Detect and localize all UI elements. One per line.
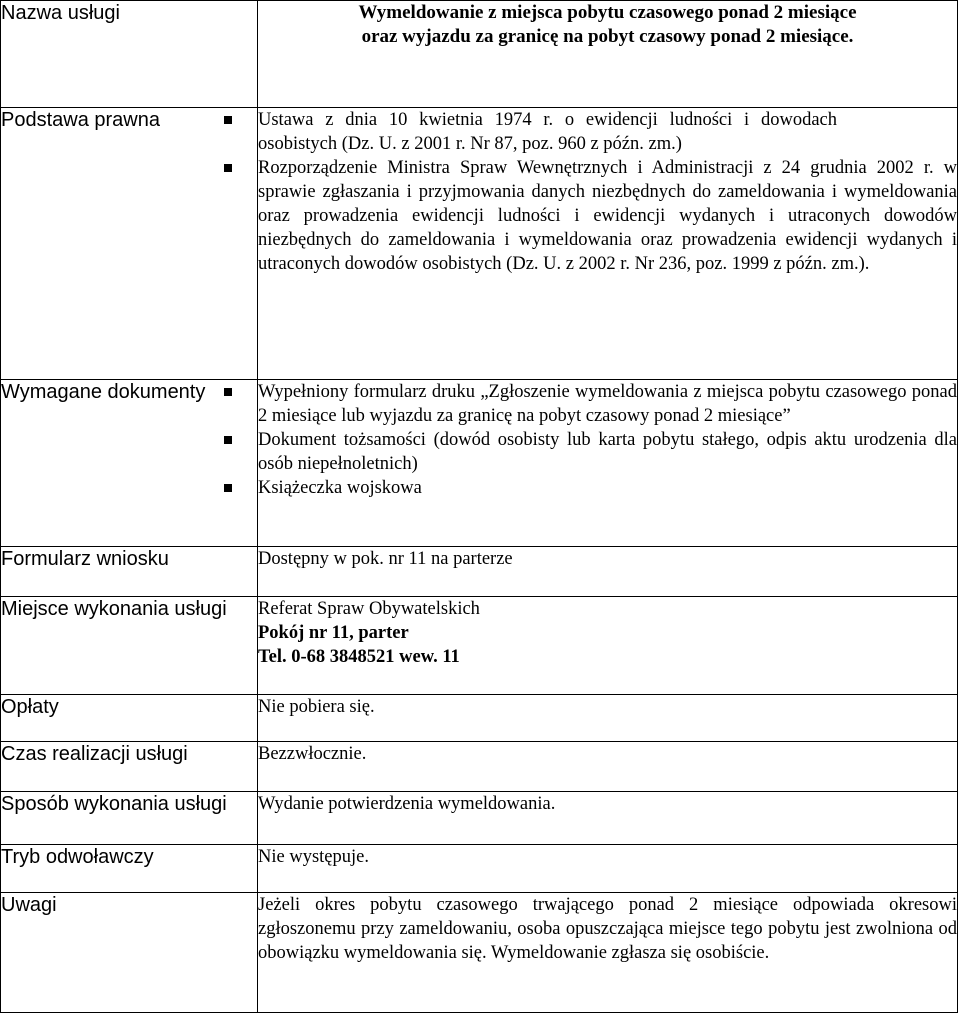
list-item: Ustawa z dnia 10 kwietnia 1974 r. o ewidencji ludności i dowodach osobistych (Dz. U. z 2001 r. Nr 87, poz. 960 z późn. zm.) (258, 108, 957, 156)
required-documents-cell (258, 380, 958, 547)
remarks-value: Jeżeli okres pobytu czasowego trwającego ponad 2 miesiące odpowiada okresowi zgłoszonemu przy zameldowaniu, osoba opuszczająca miejsce tego pobytu jest zwolniona od obowiązku wymeldowania się. Wymeldowanie zgłasza się osobiście. (258, 893, 958, 1013)
application-form-value: Dostępny w pok. nr 11 na parterze (258, 547, 958, 597)
list-item: Rozporządzenie Ministra Spraw Wewnętrznych i Administracji z 24 grudnia 2002 r. w sprawie zgłaszania i przyjmowania danych niezbędnych do zameldowania i wymeldowania oraz prowadzenia ewidencji ludności i ewidencji wydanych i utraconych dowodów niezbędnych do zameldowania i wymeldowania oraz prowadzenia ewidencji wydanych i utraconych dowodów osobistych (Dz. U. z 2002 r. Nr 236, poz. 1999 z późn. zm.). (258, 158, 957, 274)
label-service-place: Miejsce wykonania usługi (1, 597, 258, 695)
row-application-form (1, 547, 958, 597)
label-appeal: Tryb odwoławczy (1, 845, 258, 893)
office-name: Referat Spraw Obywatelskich (258, 599, 480, 619)
label-service-name: Nazwa usługi (1, 1, 258, 108)
room-info: Pokój nr 11, parter (258, 623, 409, 643)
label-required-documents: Wymagane dokumenty (1, 380, 258, 547)
label-remarks: Uwagi (1, 893, 258, 1013)
label-processing-time: Czas realizacji usługi (1, 742, 258, 792)
label-service-method: Sposób wykonania usługi (1, 792, 258, 845)
label-fees: Opłaty (1, 695, 258, 742)
legal-basis-list (258, 108, 957, 276)
service-title (258, 1, 958, 108)
required-documents-list (258, 380, 957, 500)
row-fees (1, 695, 958, 742)
list-item: Dokument tożsamości (dowód osobisty lub karta pobytu stałego, odpis aktu urodzenia dla osób niepełnoletnich) (258, 430, 957, 474)
fees-value: Nie pobiera się. (258, 695, 958, 742)
row-remarks (1, 893, 958, 1013)
label-application-form: Formularz wniosku (1, 547, 258, 597)
row-appeal (1, 845, 958, 893)
list-item: Wypełniony formularz druku „Zgłoszenie wymeldowania z miejsca pobytu czasowego ponad 2 miesiące lub wyjazdu za granicę na pobyt czasowy ponad 2 miesiące” (258, 382, 957, 426)
appeal-value: Nie występuje. (258, 845, 958, 893)
label-legal-basis: Podstawa prawna (1, 108, 258, 380)
service-title-line-1: Wymeldowanie z miejsca pobytu czasowego ponad 2 miesiące (358, 2, 857, 23)
row-required-documents (1, 380, 958, 547)
row-service-method (1, 792, 958, 845)
service-method-value: Wydanie potwierdzenia wymeldowania. (258, 792, 958, 845)
row-processing-time (1, 742, 958, 792)
service-title-line-2: oraz wyjazdu za granicę na pobyt czasowy ponad 2 miesiące. (361, 26, 854, 47)
row-service-name (1, 1, 958, 108)
row-legal-basis (1, 108, 958, 380)
legal-basis-cell (258, 108, 958, 380)
service-place-cell (258, 597, 958, 695)
list-item: Książeczka wojskowa (258, 476, 957, 500)
processing-time-value: Bezzwłocznie. (258, 742, 958, 792)
row-service-place (1, 597, 958, 695)
phone-info: Tel. 0-68 3848521 wew. 11 (258, 647, 460, 667)
